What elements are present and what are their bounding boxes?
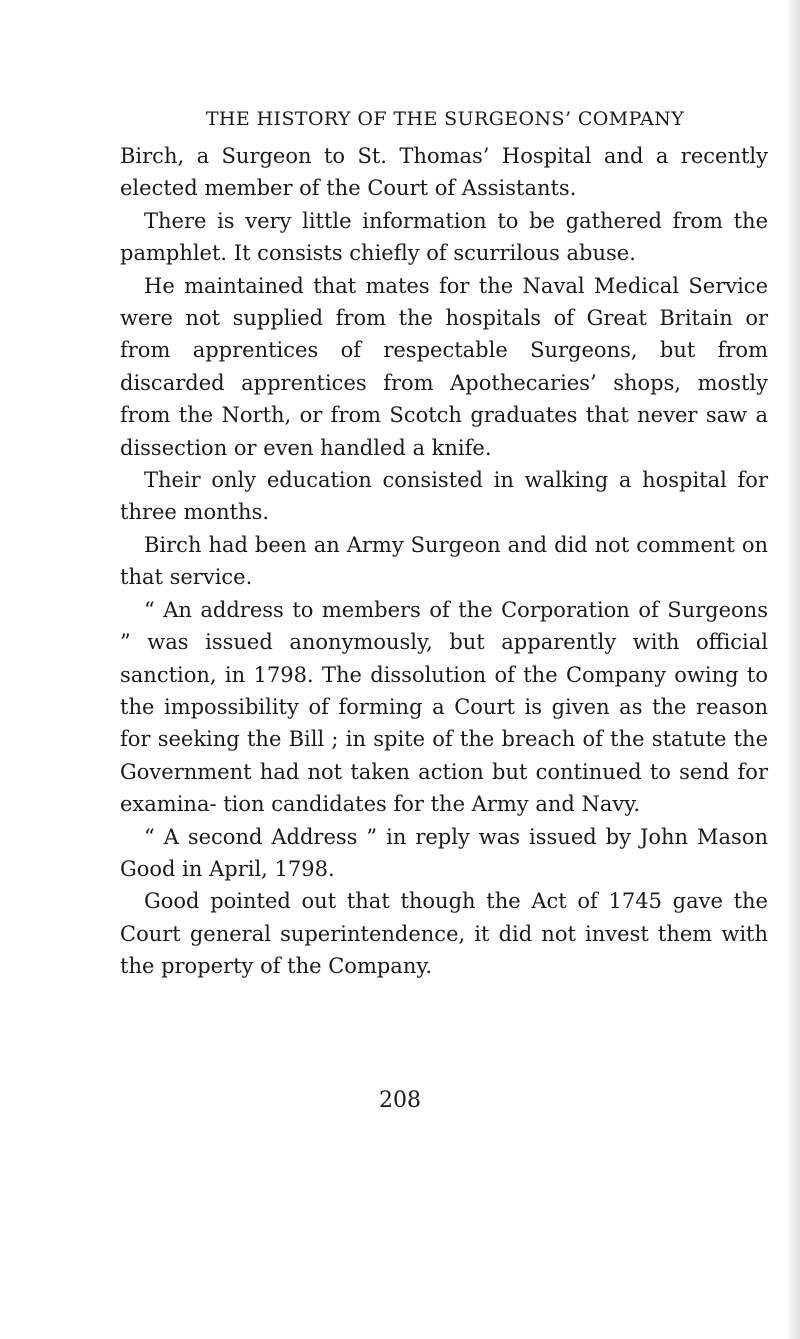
page-edge-shadow bbox=[786, 0, 800, 1339]
paragraph: There is very little information to be gathered from the pamphlet. It consists chiefly of scurrilous abuse. bbox=[120, 208, 768, 266]
page-number: 208 bbox=[379, 1088, 421, 1113]
paragraph: Good pointed out that though the Act of 1745 gave the Court general superintendence, it did not invest them with the property of the Company. bbox=[120, 889, 768, 979]
paragraph: Their only education consisted in walking a hospital for three months. bbox=[120, 468, 768, 525]
book-page bbox=[120, 108, 768, 983]
running-head: THE HISTORY OF THE SURGEONS’ COMPANY bbox=[205, 108, 685, 130]
paragraph: Birch had been an Army Surgeon and did not comment on that service. bbox=[120, 532, 768, 590]
paragraph: Birch, a Surgeon to St. Thomas’ Hospital and a recently elected member of the Court of Assistants. bbox=[120, 144, 768, 201]
paragraph: “ An address to members of the Corporation of Surgeons ” was issued anonymously, but apparently with official sanction, in 1798. The dissolution of the Company owing to the impossibility of forming a Court is given as the reason for seeking the Bill ; in spite of the breach of the statute the Government had not taken action but continued to send for examina- tion candidates for the Army and Navy. bbox=[120, 597, 768, 817]
paragraph: “ A second Address ” in reply was issued by John Mason Good in April, 1798. bbox=[120, 824, 768, 881]
paragraph: He maintained that mates for the Naval Medical Service were not supplied from the hospitals of Great Britain or from apprentices of respectable Surgeons, but from discarded apprentices from Apothecaries’ shops, mostly from the North, or from Scotch graduates that never saw a dissection or even handled a knife. bbox=[120, 273, 768, 460]
